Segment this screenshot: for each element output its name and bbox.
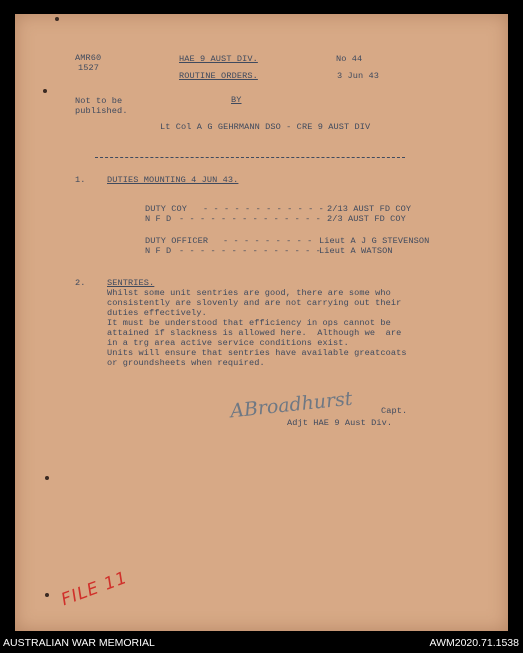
body-line: in a trg area active service conditions exist.: [107, 338, 349, 348]
by-label: BY: [231, 95, 242, 105]
duty-label: N F D: [145, 214, 172, 224]
not-published-line1: Not to be: [75, 96, 123, 106]
punch-hole: [55, 17, 59, 21]
section-number: 2.: [75, 278, 86, 288]
red-pencil-annotation: FILE 11: [58, 567, 131, 611]
separator-line: [95, 157, 405, 158]
section-number: 1.: [75, 175, 86, 185]
body-line: consistently are slovenly and are not carrying out their: [107, 298, 402, 308]
duty-label: N F D: [145, 246, 172, 256]
duty-value: 2/3 AUST FD COY: [327, 214, 406, 224]
body-line: attained if slackness is allowed here. Although we are: [107, 328, 402, 338]
commander-line: Lt Col A G GEHRMANN DSO - CRE 9 AUST DIV: [160, 122, 371, 132]
document-title: ROUTINE ORDERS.: [179, 71, 258, 81]
body-line: Units will ensure that sentries have available greatcoats: [107, 348, 407, 358]
duty-label: DUTY OFFICER: [145, 236, 209, 246]
reference-subnumber: 1527: [78, 63, 100, 73]
duty-value: Lieut A WATSON: [319, 246, 393, 256]
punch-hole: [45, 476, 49, 480]
reference-number: AMR60: [75, 53, 102, 63]
unit-name: HAE 9 AUST DIV.: [179, 54, 258, 64]
body-line: It must be understood that efficiency in ops cannot be: [107, 318, 391, 328]
handwritten-signature: ABroadhurst: [229, 387, 354, 423]
dash-leader: - - - - - - - - -: [223, 236, 313, 246]
dash-leader: - - - - - - - - - - - -: [203, 204, 324, 214]
archive-credit: AUSTRALIAN WAR MEMORIAL: [3, 637, 155, 649]
signatory-appointment: Adjt HAE 9 Aust Div.: [287, 418, 393, 428]
dash-leader: - - - - - - - - - - - - - -: [179, 246, 321, 256]
punch-hole: [45, 593, 49, 597]
duty-value: Lieut A J G STEVENSON: [319, 236, 430, 246]
section-heading: DUTIES MOUNTING 4 JUN 43.: [107, 175, 239, 185]
document-page: [15, 14, 508, 631]
punch-hole: [43, 89, 47, 93]
duty-label: DUTY COY: [145, 204, 188, 214]
order-number: No 44: [336, 54, 363, 64]
duty-value: 2/13 AUST FD COY: [327, 204, 412, 214]
not-published-line2: published.: [75, 106, 128, 116]
signatory-rank: Capt.: [381, 406, 408, 416]
order-date: 3 Jun 43: [337, 71, 380, 81]
dash-leader: - - - - - - - - - - - - - -: [179, 214, 321, 224]
accession-number: AWM2020.71.1538: [429, 637, 519, 649]
section-heading: SENTRIES.: [107, 278, 155, 288]
body-line: or groundsheets when required.: [107, 358, 265, 368]
body-line: Whilst some unit sentries are good, there are some who: [107, 288, 391, 298]
body-line: duties effectively.: [107, 308, 207, 318]
